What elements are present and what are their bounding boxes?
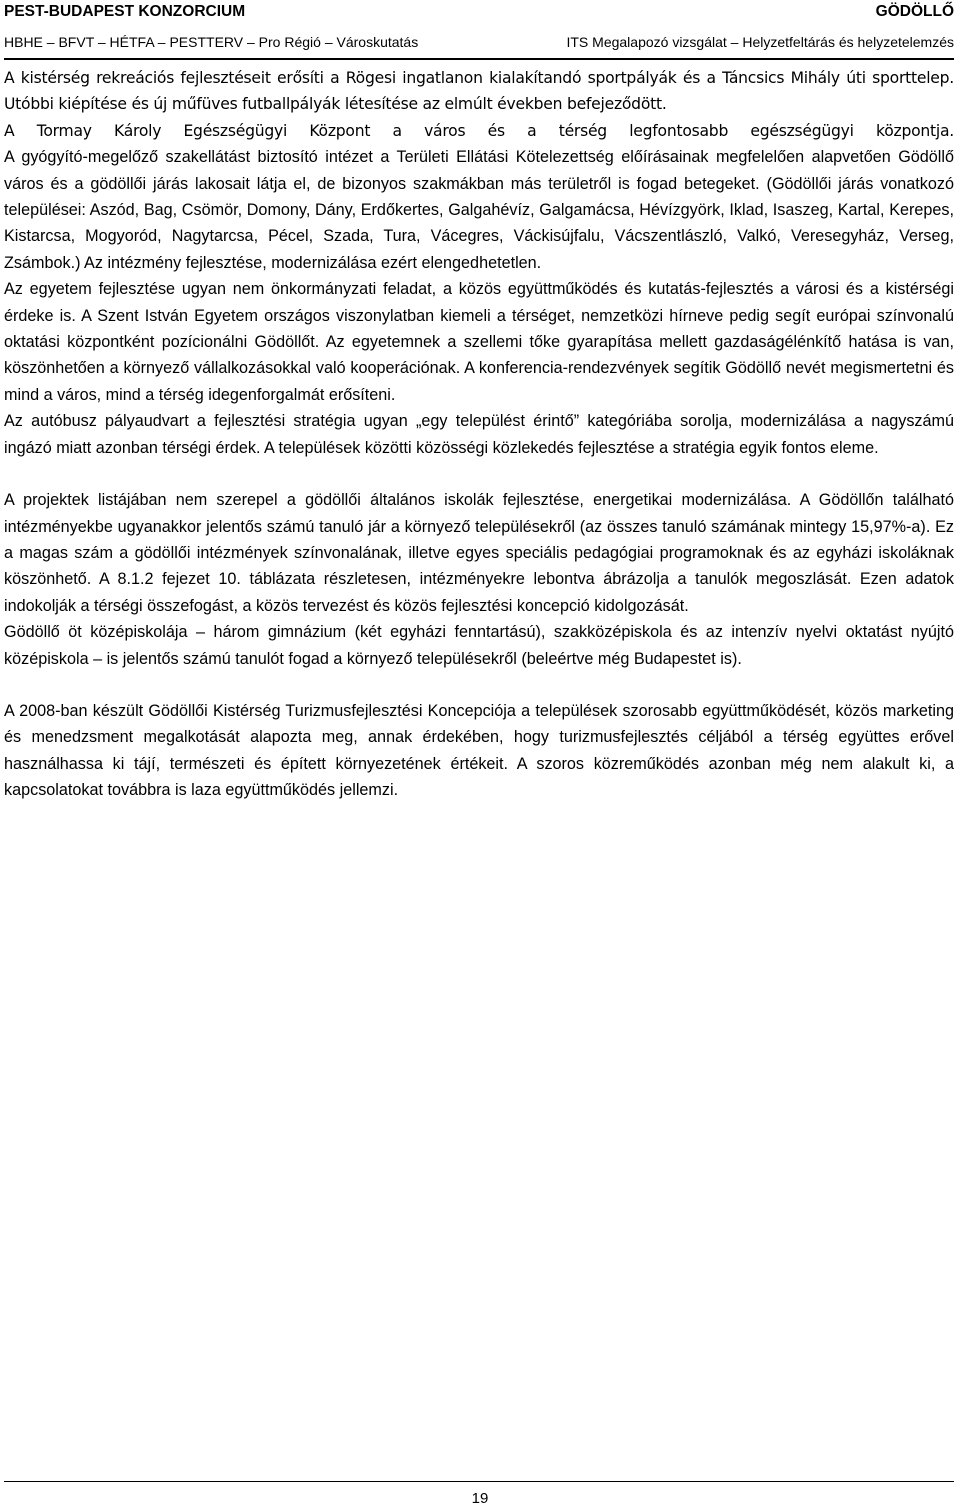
paragraph-bus-station: Az autóbusz pályaudvart a fejlesztési stratégia ugyan „egy települést érintő” kategóriába sorolja, modernizálása a nagyszámú ingázó miatt azonban térségi érdek. A települések közötti közösségi közlekedés fejlesztése a stratégia egyik fontos eleme. bbox=[4, 412, 954, 457]
header-bottom-row bbox=[4, 31, 954, 53]
partner-list: HBHE – BFVT – HÉTFA – PESTTERV – Pro Régió – Városkutatás bbox=[4, 34, 419, 50]
paragraph-recreation: A kistérség rekreációs fejlesztéseit erősíti a Rögesi ingatlanon kialakítandó sportpályák és a Táncsics Mihály úti sporttelep. Utóbbi kiépítése és új műfüves futballpályák létesítése az elmúlt években befejeződött. bbox=[4, 69, 954, 114]
page-header bbox=[4, 0, 954, 64]
document-body bbox=[4, 65, 954, 804]
header-divider bbox=[4, 58, 954, 60]
paragraph-specialist-care: A gyógyító-megelőző szakellátást biztosító intézet a Területi Ellátási Kötelezettség előírásainak megfelelően alapvetően Gödöllő város és a gödöllői járás lakosait látja el, de bizonyos szakmákban más területről is fogad betegeket. (Gödöllői járás vonatkozó települései: Aszód, Bag, Csömör, Domony, Dány, Erdőkertes, Galgahévíz, Galgamácsa, Hévízgyörk, Iklad, Isaszeg, Kartal, Kerepes, Kistarcsa, Mogyoród, Nagytarcsa, Pécel, Szada, Tura, Vácegres, Váckisújfalu, Vácszentlászló, Valkó, Veresegyház, Verseg, Zsámbok.) Az intézmény fejlesztése, modernizálása ezért elengedhetetlen. bbox=[4, 148, 954, 272]
paragraph-secondary-schools: Gödöllő öt középiskolája – három gimnázium (két egyházi fenntartású), szakközépiskola és az intenzív nyelvi oktatást nyújtó középiskola – is jelentős számú tanulót fogad a környező településekről (beleértve még Budapestet is). bbox=[4, 623, 954, 668]
paragraph-primary-schools: A projektek listájában nem szerepel a gödöllői általános iskolák fejlesztése, energetikai modernizálása. A Gödöllőn található intézményekbe ugyanakkor jelentős számú tanuló jár a környező településekről (az összes tanuló számának mintegy 15,97%-a). Ez a magas szám a gödöllői intézmények színvonalának, illetve egyes speciális pedagógiai programoknak és az egyházi iskoláknak köszönhető. A 8.1.2 fejezet 10. táblázata részletesen, intézményekre lebontva ábrázolja a tanulók megoszlását. Ezen adatok indokolják a térségi összefogást, a közös tervezést és közös fejlesztési koncepció kidolgozását. bbox=[4, 491, 954, 615]
document-title: ITS Megalapozó vizsgálat – Helyzetfeltárás és helyzetelemzés bbox=[566, 34, 954, 50]
header-top-row bbox=[4, 0, 954, 24]
paragraph-tourism: A 2008-ban készült Gödöllői Kistérség Turizmusfejlesztési Koncepciója a települések szorosabb együttműködését, közös marketing és menedzsment megalkotását alapozta meg, annak érdekében, hogy turizmusfejlesztés céljából a térség együttes erővel használhassa ki tájí, természeti és épített környezetének értékeit. A szoros közreműködés azonban még nem alakult ki, a kapcsolatokat továbbra is laza együttműködés jellemzi. bbox=[4, 701, 954, 800]
paragraph-university: Az egyetem fejlesztése ugyan nem önkormányzati feladat, a közös együttműködés és kutatás-fejlesztés a városi és a kistérségi érdeke is. A Szent István Egyetem országos viszonylatban kiemeli a térséget, nemzetközi hírneve pedig segít európai színvonalú oktatási központként pozícionálni Gödöllőt. Az egyetemnek a szellemi tőke gyarapítása mellett gazdaságélénkítő hatása is van, köszönhetően a környező vállalkozásokkal való kooperációnak. A konferencia-rendezvények segítik Gödöllő nevét megismertetni és mind a város, mind a térség idegenforgalmát erősíteni. bbox=[4, 280, 954, 404]
consortium-name: PEST-BUDAPEST KONZORCIUM bbox=[4, 3, 246, 20]
city-name: GÖDÖLLŐ bbox=[875, 3, 954, 20]
page-number: 19 bbox=[471, 1490, 489, 1507]
footer-divider bbox=[4, 1481, 954, 1482]
paragraph-health-center: A Tormay Károly Egészségügyi Központ a város és a térség legfontosabb egészségügyi központja. bbox=[4, 121, 954, 140]
